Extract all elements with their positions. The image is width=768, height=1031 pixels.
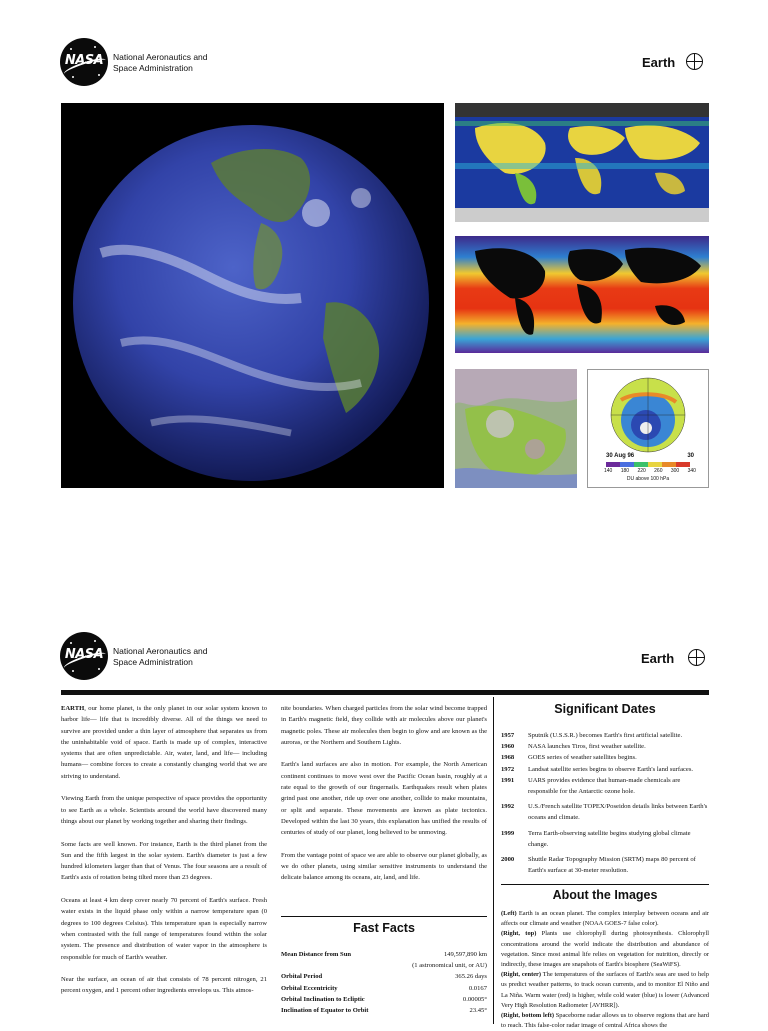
- paragraph: Near the surface, an ocean of air that consists of 78 percent nitrogen, 21 percent oxygen, and 1 percent other ingredients envelops us. This atmos-: [61, 976, 267, 995]
- intro-text: , our home planet, is the only planet in our solar system known to harbor life— life that is incredibly diverse. All of the things we need to survive are provided under a thin layer of atmosphere that separates us from the uninhabitable void of space. Earth is made up of complex, interactive systems that are often unpredictable. Air, water, land, and life— including humans— combine forces to create a constantly changing world that we are striving to understand.: [61, 705, 267, 780]
- date-row: [501, 801, 709, 823]
- about-text: Plants use chlorophyll during photosynthesis. Chlorophyll concentrations around the world indicate the distribution and abundance of vegetation. Since most animal life relies on vegetation for nutrition, directly or indirectly, these images are snapshots of Earth's biosphere (SeaWiFS).: [501, 930, 709, 969]
- date-year: 1968: [501, 754, 515, 762]
- ozone-date: 30 Aug 96: [606, 453, 635, 459]
- ozone-map: [587, 369, 709, 488]
- date-event: NASA launches Tiros, first weather satellite.: [528, 743, 646, 751]
- ozone-tick: 220: [637, 468, 646, 474]
- about-lead: (Right, center): [501, 971, 541, 979]
- fact-label: Inclination of Equator to Orbit: [281, 1007, 369, 1015]
- nasa-logo-text: NASA: [64, 647, 104, 662]
- paragraph: nite boundaries. When charged particles from the solar wind become trapped in Earth's magnetic field, they collide with air molecules above our planet's magnetic poles. These air molecules then begin to glow and are known as the auroras, or the Northern and Southern Lights.: [281, 705, 487, 746]
- about-lead: (Left): [501, 910, 517, 917]
- about-text: The temperatures of the surfaces of Earth's seas are used to help us predict weather patterns, to track ocean currents, and to monitor El Niño and La Niña. Warm water (red) is higher, while cold water (blue) is lower (Advanced Very High Resolution Radiometer [AVHRR]).: [501, 971, 709, 1009]
- nasa-logo-text: NASA: [64, 53, 104, 68]
- paragraph: From the vantage point of space we are able to observe our planet globally, as we do other planets, using similar sensitive instruments to understand the delicate balance among its oceans, air, land, and life.: [281, 851, 487, 882]
- about-text: Spaceborne radar allows us to observe regions that are hard to reach. This false-color radar image of central Africa shows the: [501, 1012, 709, 1030]
- about-images-text: [501, 909, 709, 1030]
- ozone-day: 30: [687, 453, 694, 459]
- date-row: [501, 854, 709, 876]
- paragraph: Earth's land surfaces are also in motion. For example, the North American continent continues to move west over the Pacific Ocean basin, roughly at a rate equal to the growth of our fingernails. Earthquakes result when plates grind past one another, ride up over one another, collide to make mountains, or split and separate. These movements are known as plate tectonics. Developed within the last 30 years, this explanation has unified the results of centuries of study of our planet, long believed to be unmoving.: [281, 761, 487, 837]
- about-text: Earth is an ocean planet. The complex interplay between oceans and air affects our climate and weather (NOAA GOES-7 false color).: [501, 910, 709, 928]
- earth-symbol-icon: [686, 53, 703, 70]
- earth-globe-photo: [61, 103, 444, 488]
- date-row: [501, 775, 709, 797]
- ozone-tick: 260: [654, 468, 663, 474]
- about-right-center: [501, 970, 709, 1011]
- fact-label: Orbital Period: [281, 973, 323, 981]
- fact-row: [281, 960, 487, 971]
- fact-value: 0.00005°: [462, 995, 487, 1003]
- body-column-2: [281, 703, 487, 895]
- about-right-bottom-left: [501, 1011, 709, 1031]
- date-row: [501, 828, 709, 850]
- central-africa-radar-image: [455, 369, 577, 488]
- date-year: 1957: [501, 732, 515, 739]
- paragraph: Viewing Earth from the unique perspective of space provides the opportunity to see Earth as a whole. Scientists around the world have discovered many things about our planet by working together and sharing their findings.: [61, 795, 267, 825]
- date-event: Shuttle Radar Topography Mission (SRTM) maps 80 percent of Earth's surface at 30-meter resolution.: [528, 856, 696, 875]
- fact-row: [281, 994, 487, 1005]
- body-column-1: [61, 703, 267, 1008]
- sea-surface-temperature-map: [455, 236, 709, 353]
- ozone-tick: 180: [620, 468, 630, 474]
- ozone-unit: DU above 100 hPa: [626, 476, 670, 482]
- page-title: Earth: [642, 55, 676, 70]
- paragraph: Some facts are well known. For instance, Earth is the third planet from the Sun and the fifth largest in the solar system. Earth's diameter is just a few hundred kilometers larger than that of Venus. The four seasons are a result of Earth's axis of rotation being tilted more than 23 degrees.: [61, 840, 267, 882]
- fact-label: Mean Distance from Sun: [281, 951, 352, 958]
- ozone-tick: 300: [670, 468, 680, 474]
- date-row: [501, 741, 709, 752]
- intro-lead: EARTH: [61, 705, 85, 712]
- earth-globe-svg: [61, 103, 444, 488]
- date-row: [501, 764, 709, 775]
- header-rule: [61, 690, 709, 695]
- fact-label: Orbital Inclination to Ecliptic: [281, 995, 365, 1003]
- fact-row: [281, 949, 487, 960]
- fact-value: 149,597,890 km: [443, 951, 487, 958]
- about-right-top: [501, 929, 709, 970]
- about-left: [501, 909, 709, 929]
- significant-dates-list: [501, 730, 709, 876]
- agency-name: [113, 52, 208, 74]
- fast-facts-title: Fast Facts: [353, 921, 415, 935]
- about-lead: (Right, top): [501, 930, 537, 938]
- column-divider: [493, 697, 494, 1024]
- agency-line-1: National Aeronautics and: [113, 646, 208, 656]
- ozone-scale-ticks: [604, 468, 696, 474]
- date-event: Sputnik (U.S.S.R.) becomes Earth's first artificial satellite.: [528, 732, 683, 739]
- date-row: [501, 730, 709, 741]
- paragraph-intro: [61, 703, 267, 782]
- date-year: 1972: [501, 765, 515, 773]
- date-year: 2000: [501, 856, 515, 864]
- fast-facts-rule: [281, 916, 487, 917]
- fact-row: [281, 1005, 487, 1016]
- about-images-title: About the Images: [552, 888, 658, 902]
- date-event: UARS provides evidence that human-made chemicals are responsible for the Antarctic ozone hole.: [528, 776, 681, 796]
- fact-value: 365.26 days: [455, 973, 487, 981]
- date-year: 1992: [501, 803, 515, 811]
- date-event: GOES series of weather satellites begins.: [528, 754, 637, 762]
- agency-line-1: National Aeronautics and: [113, 52, 208, 62]
- ozone-tick: 340: [687, 468, 696, 474]
- fact-label: Orbital Eccentricity: [281, 984, 338, 992]
- about-images-rule: [501, 884, 709, 885]
- fact-value: (1 astronomical unit, or AU): [412, 962, 487, 970]
- about-lead: (Right, bottom left): [501, 1012, 554, 1020]
- ozone-tick: 140: [604, 468, 613, 474]
- nasa-logo: [60, 38, 108, 86]
- agency-line-2: Space Administration: [113, 657, 193, 667]
- paragraph: Oceans at least 4 km deep cover nearly 70 percent of Earth's surface. Fresh water exists in the liquid phase only within a narrow temperature span (0 degrees to 100 degrees Celsius). This temperature span is especially narrow when contrasted with the full range of temperatures found within the solar system. The presence and distribution of water vapor in the atmosphere is responsible for much of Earth's weather.: [61, 897, 267, 961]
- agency-line-2: Space Administration: [113, 63, 193, 73]
- date-event: U.S./French satellite TOPEX/Poseidon details links between Earth's oceans and climate.: [528, 803, 708, 822]
- fact-row: [281, 971, 487, 982]
- fact-value: 23.45°: [469, 1007, 487, 1015]
- fact-value: 0.0167: [468, 984, 487, 992]
- date-event: Terra Earth-observing satellite begins studying global climate change.: [528, 829, 691, 848]
- earth-symbol-icon: [688, 649, 705, 666]
- date-year: 1991: [501, 776, 515, 784]
- date-year: 1999: [501, 829, 515, 837]
- fast-facts-table: [281, 949, 487, 1016]
- page-title-2: Earth: [641, 651, 675, 666]
- date-event: Landsat satellite series begins to observe Earth's land surfaces.: [528, 765, 694, 773]
- fact-row: [281, 983, 487, 994]
- agency-name-2: [113, 646, 208, 668]
- date-year: 1960: [501, 743, 515, 751]
- significant-dates-title: Significant Dates: [554, 702, 656, 716]
- nasa-logo-2: [60, 632, 108, 680]
- global-chlorophyll-map: [455, 103, 709, 222]
- date-row: [501, 752, 709, 763]
